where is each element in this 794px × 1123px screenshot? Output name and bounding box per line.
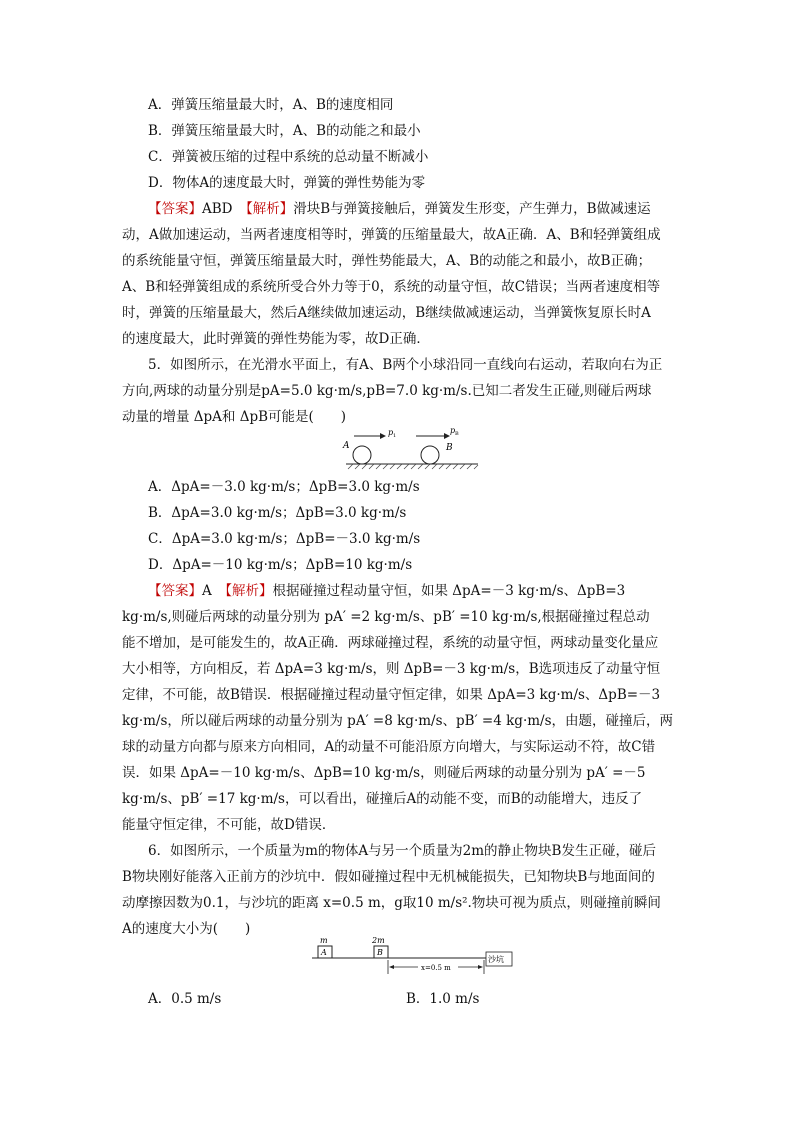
q4-option-c: C．弹簧被压缩的过程中系统的总动量不断减小 <box>148 149 429 165</box>
q5-analysis-line: 定律，不可能，故B错误．根据碰撞过程动量守恒定律，如果 ΔpA=3 kg·m/s、ΔpB=－3 <box>122 687 661 703</box>
q5-analysis-line: kg·m/s，所以碰后两球的动量分别为 pA′ =8 kg·m/s、pB′ =4 kg·m/s，由题，碰撞后，两 <box>122 713 674 729</box>
mass-a: m <box>320 936 328 945</box>
label-a: A <box>321 948 327 957</box>
q5-option-a: A．ΔpA=－3.0 kg·m/s；ΔpB=3.0 kg·m/s <box>148 479 420 495</box>
q4-option-b: B．弹簧压缩量最大时，A、B的动能之和最小 <box>148 123 421 139</box>
q5-analysis-line: 根据碰撞过程动量守恒，如果 ΔpA=－3 kg·m/s、ΔpB=3 <box>272 583 626 599</box>
q6-stem-line: 6．如图所示，一个质量为m的物体A与另一个质量为2m的静止物块B发生正碰，碰后 <box>148 843 656 859</box>
label-b: B <box>377 948 383 957</box>
q5-analysis-line: kg·m/s、pB′ =17 kg·m/s，可以看出，碰撞后A的动能不变，而B的动能增大，违反了 <box>122 791 643 807</box>
q5-analysis-line: kg·m/s,则碰后两球的动量分别为 pA′ =2 kg·m/s、pB′ =10 kg·m/s,根据碰撞过程总动 <box>122 609 650 625</box>
q5-option-b: B．ΔpA=3.0 kg·m/s；ΔpB=3.0 kg·m/s <box>148 505 407 521</box>
q6-stem-line: B物块刚好能落入正前方的沙坑中．假如碰撞过程中无机械能损失，已知物块B与地面间的 <box>122 869 655 885</box>
q4-option-a: A．弹簧压缩量最大时，A、B的速度相同 <box>148 97 394 113</box>
q5-stem-line: 方向,两球的动量分别是pA=5.0 kg·m/s,pB=7.0 kg·m/s.已知二者发生正碰,则碰后两球 <box>122 383 652 399</box>
q6-option-a: A．0.5 m/s <box>148 991 222 1007</box>
q6-figure <box>308 932 518 978</box>
ball-b <box>421 446 439 464</box>
q5-analysis-line: 大小相等，方向相反，若 ΔpA=3 kg·m/s，则 ΔpB=－3 kg·m/s，B选项违反了动量守恒 <box>122 661 661 677</box>
label-p2: p <box>450 426 456 435</box>
q4-analysis-line: 时，弹簧的压缩量最大，然后A继续做加速运动，B继续做减速运动，当弹簧恢复原长时A <box>122 305 651 321</box>
q5-option-d: D．ΔpA=－10 kg·m/s；ΔpB=10 kg·m/s <box>148 557 413 573</box>
q4-analysis-line: 的系统能量守恒，弹簧压缩量最大时，弹性势能最大，A、B的动能之和最小，故B正确； <box>122 253 652 269</box>
q6-stem-line: 动摩擦因数为0.1，与沙坑的距离 x=0.5 m，g取10 m/s².物块可视为质点，则碰撞前瞬间 <box>122 895 661 911</box>
answer-tag: 【答案】 <box>148 201 202 217</box>
q5-analysis-line: 球的动量方向都与原来方向相同，A的动量不可能沿原方向增大，与实际运动不符，故C错 <box>122 739 656 755</box>
label-p2-sub: B <box>455 431 459 437</box>
mass-b: 2m <box>372 936 385 945</box>
q5-analysis-line: 误．如果 ΔpA=－10 kg·m/s、ΔpB=10 kg·m/s，则碰后两球的动量分别为 pA′ =－5 <box>122 765 646 781</box>
q6-option-b: B．1.0 m/s <box>406 991 480 1007</box>
label-a: A <box>343 441 350 451</box>
q4-option-d: D．物体A的速度最大时，弹簧的弹性势能为零 <box>148 175 426 191</box>
q4-answer-line <box>148 200 651 218</box>
distance-label: x=0.5 m <box>421 964 451 972</box>
q4-analysis-line: 动，A做加速运动，当两者速度相等时，弹簧的压缩量最大，故A正确．A、B和轻弹簧组成 <box>122 227 661 243</box>
q5-analysis-line: 能量守恒定律，不可能，故D错误． <box>122 817 336 833</box>
ball-a <box>353 446 371 464</box>
analysis-tag: 【解析】 <box>246 201 294 217</box>
q6-stem-line: A的速度大小为( ) <box>122 921 251 937</box>
q5-stem-line: 5．如图所示，在光滑水平面上，有A、B两个小球沿同一直线向右运动，若取向右为正 <box>148 357 663 373</box>
ground-hatching <box>348 464 478 469</box>
q5-option-c: C．ΔpA=3.0 kg·m/s；ΔpB=－3.0 kg·m/s <box>148 531 421 547</box>
analysis-tag: 【解析】 <box>225 583 273 599</box>
q4-answer: ABD <box>202 201 233 217</box>
q5-answer-line <box>148 582 625 600</box>
q5-stem-line: 动量的增量 ΔpA和 ΔpB可能是( ) <box>122 409 347 425</box>
answer-tag: 【答案】 <box>148 583 202 599</box>
q4-analysis-line: A、B和轻弹簧组成的系统所受合外力等于0，系统的动量守恒，故C错误；当两者速度相等 <box>122 279 661 295</box>
label-b: B <box>446 443 453 453</box>
q4-analysis-line: 的速度最大，此时弹簧的弹性势能为零，故D正确． <box>122 331 430 347</box>
label-p1-sub: 1 <box>393 433 397 439</box>
q4-analysis-line: 滑块B与弹簧接触后，弹簧发生形变，产生弹力，B做减速运 <box>293 201 651 217</box>
sand-pit-label: 沙坑 <box>488 955 504 964</box>
q5-figure <box>340 426 482 470</box>
q5-analysis-line: 能不增加，是可能发生的，故A正确．两球碰撞过程，系统的动量守恒，两球动量变化量应 <box>122 635 659 651</box>
q5-answer: A <box>202 583 212 599</box>
label-p1: p <box>388 428 394 437</box>
